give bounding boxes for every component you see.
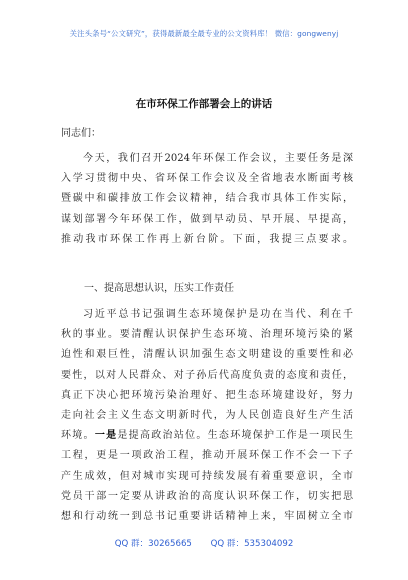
paragraph-line: 真正下决心把环境污染治理好、把生态环境建设好，努力 <box>61 389 353 401</box>
paragraph-line: 走向社会主义生态文明新时代，为人民创造良好生产生活 <box>61 409 353 421</box>
footer-qq-group-1: QQ 群：30265665 <box>114 539 192 549</box>
footer-qq-group-2: QQ 群：535304092 <box>210 539 294 549</box>
paragraph-line: 暨碳中和碳排放工作会议精神，结合我市具体工作实际， <box>61 193 353 205</box>
paragraph-line-part: 环境。 <box>61 430 95 442</box>
paragraph-line-mixed <box>61 426 353 446</box>
paragraph-line: 谋划部署今年环保工作，做到早动员、早开展、早提高， <box>61 213 353 225</box>
document-title: 在市环保工作部署会上的讲话 <box>135 98 273 110</box>
paragraph-1 <box>61 149 353 250</box>
paragraph-line: 工程，更是一项政治工程，推动开展环保工作不会一下子 <box>61 450 353 462</box>
header-banner: 关注头条号“公文研究”，获得最新最全最专业的公文资料库！ 微信：gongwenyj <box>69 29 339 38</box>
paragraph-line: 要性，以对人民群众、对子孙后代高度负责的态度和责任， <box>61 369 353 381</box>
paragraph-2 <box>61 305 353 527</box>
paragraph-line: 党员干部一定要从讲政治的高度认识环保工作，切实把思 <box>61 490 353 502</box>
paragraph-line: 今天，我们召开2024年环保工作会议，主要任务是深 <box>83 153 353 164</box>
paragraph-line: 想和行动统一到总书记重要讲话精神上来，牢固树立全市 <box>61 510 353 522</box>
paragraph-line: 入学习贯彻中央、省环保工作会议及全省地表水断面考核 <box>61 173 353 185</box>
section-heading: 一、提高思想认识，压实工作责任 <box>84 283 234 294</box>
footer <box>0 537 408 549</box>
paragraph-line-part: 是提高政治站位。生态环境保护工作是一项民生 <box>117 430 354 442</box>
paragraph-line: 习近平总书记强调生态环境保护是功在当代、利在千 <box>83 309 353 320</box>
paragraph-line: 推动我市环保工作再上新台阶。下面，我提三点要求。 <box>61 233 353 245</box>
salutation: 同志们： <box>61 128 101 139</box>
emphasis-marker: 一是 <box>94 430 118 442</box>
paragraph-line: 迫性和艰巨性，清醒认识加强生态文明建设的重要性和必 <box>61 349 353 361</box>
paragraph-line: 产生成效，但对城市实现可持续发展有着重要意识，全市 <box>61 470 353 482</box>
paragraph-line: 秋的事业。要清醒认识保护生态环境、治理环境污染的紧 <box>61 329 353 341</box>
